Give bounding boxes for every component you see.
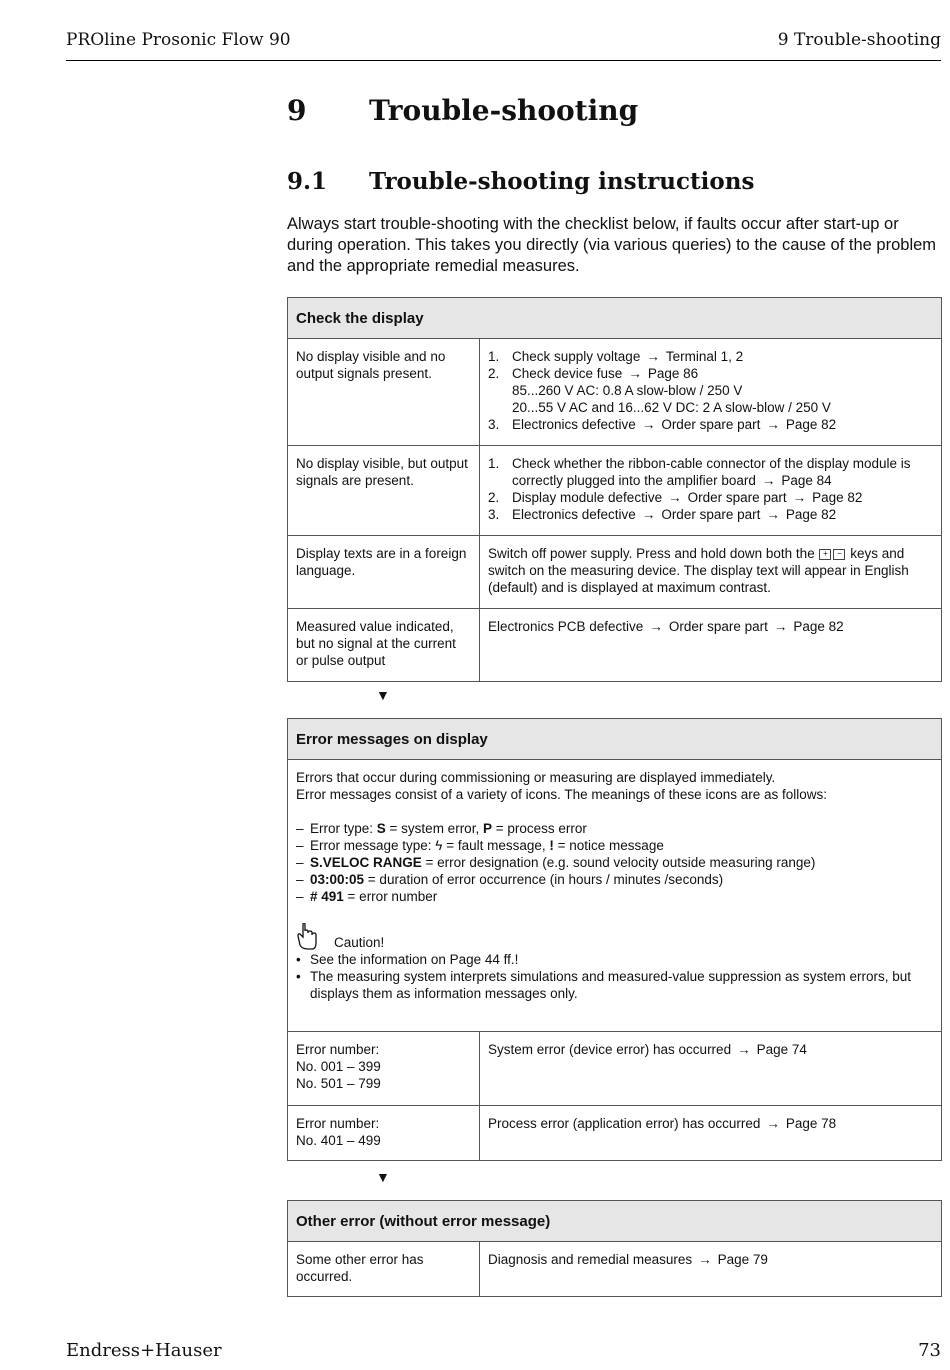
arrow-icon: → xyxy=(646,349,660,364)
arrow-icon: → xyxy=(628,366,642,381)
condition-cell: Error number: No. 401 – 499 xyxy=(288,1106,480,1160)
condition-cell: Display texts are in a foreign language. xyxy=(288,536,480,608)
section-number: 9.1 xyxy=(287,168,328,195)
measure-cell: Electronics PCB defective → Order spare part → Page 82 xyxy=(488,619,844,634)
measure-cell: Diagnosis and remedial measures → Page 79 xyxy=(488,1252,768,1267)
intro-paragraph: Always start trouble-shooting with the checklist below, if faults occur after start-up or during operation. This takes you directly (via various queries) to the cause of the problem and the appropriate remedial measures. xyxy=(287,215,937,275)
header-left: PROline Prosonic Flow 90 xyxy=(66,30,291,50)
section-title xyxy=(287,168,754,195)
table-row xyxy=(288,1242,941,1296)
table-row xyxy=(288,1106,941,1160)
caution-label: Caution! xyxy=(334,935,385,950)
arrow-icon: → xyxy=(641,417,656,432)
chapter-title-text: Trouble-shooting xyxy=(369,94,639,127)
table-row xyxy=(288,536,941,609)
arrow-icon: → xyxy=(649,619,663,634)
measure-cell: Switch off power supply. Press and hold down both the + − keys and switch on the measuring device. The display text will appear in English (default) and is displayed at maximum contrast. xyxy=(488,546,909,595)
down-triangle-icon: ▼ xyxy=(376,1169,390,1185)
table-row xyxy=(288,1032,941,1106)
condition-cell: Error number: No. 001 – 399 No. 501 – 799 xyxy=(288,1032,480,1105)
arrow-icon: → xyxy=(766,507,780,522)
other-error-box xyxy=(287,1200,942,1297)
measure-cell: 1. Check whether the ribbon-cable connector of the display module is correctly plugged into the amplifier board → Page 84 2. Display module defective → Order spare part → Page 82 3. Electronics defective → Order spare part → Page 82 xyxy=(488,456,911,522)
arrow-icon: → xyxy=(698,1252,712,1267)
chapter-title xyxy=(287,94,638,127)
chapter-number: 9 xyxy=(287,94,307,127)
measure-cell: 1. Check supply voltage → Terminal 1, 2 2. Check device fuse → Page 86 85...260 V AC: 0.8 A slow-blow / 250 V 20...55 V AC and 16...62 V DC: 2 A slow-blow / 250 V 3. Electronics defective → Order spare part → Page 82 xyxy=(488,349,837,432)
page-number: 73 xyxy=(918,1340,941,1361)
pointing-hand-icon xyxy=(296,923,318,951)
arrow-icon: → xyxy=(668,490,682,505)
error-explanation: Errors that occur during commissioning or measuring are displayed immediately. Error messages consist of a variety of icons. The meanings of these icons are as follows: – Error type: S = system error, P = process error – Error message type: ϟ = fault message, ! = notice message – S.VELOC RANGE = error designation (e.g. sound velocity outside measuring range) – 03:00:05 = duration of error occurrence (in hours / minutes /seconds) – # 491 = error number Caution! • See the information on Page 44 ff.! • The measuring system interprets simulations and measured-value suppression as system errors, but displays them as information messages only. xyxy=(288,760,941,1032)
arrow-icon: → xyxy=(761,473,776,488)
table-row xyxy=(288,339,941,446)
section-title-text: Trouble-shooting instructions xyxy=(369,168,755,195)
other-error-header: Other error (without error message) xyxy=(288,1201,941,1242)
arrow-icon: → xyxy=(766,417,780,432)
check-display-box xyxy=(287,297,942,682)
arrow-icon: → xyxy=(737,1042,751,1057)
check-display-header: Check the display xyxy=(288,298,941,339)
arrow-icon: → xyxy=(641,507,656,522)
footer-brand: Endress+Hauser xyxy=(66,1340,222,1361)
plus-minus-keys-icon: + − xyxy=(818,546,846,561)
table-row xyxy=(288,609,941,681)
page-header xyxy=(66,30,941,61)
error-messages-header: Error messages on display xyxy=(288,719,941,760)
condition-cell: No display visible and no output signals present. xyxy=(288,339,480,445)
table-row xyxy=(288,446,941,536)
lightning-icon: ϟ xyxy=(435,838,443,853)
measure-cell: System error (device error) has occurred → Page 74 xyxy=(488,1042,807,1057)
arrow-icon: → xyxy=(773,619,788,634)
error-messages-box xyxy=(287,718,942,1161)
arrow-icon: → xyxy=(792,490,807,505)
measure-cell: Process error (application error) has occurred → Page 78 xyxy=(488,1116,837,1131)
condition-cell: Some other error has occurred. xyxy=(288,1242,480,1296)
down-triangle-icon: ▼ xyxy=(376,687,390,703)
arrow-icon: → xyxy=(766,1116,780,1131)
header-right: 9 Trouble-shooting xyxy=(777,30,941,50)
condition-cell: No display visible, but output signals are present. xyxy=(288,446,480,535)
condition-cell: Measured value indicated, but no signal at the current or pulse output xyxy=(288,609,480,681)
